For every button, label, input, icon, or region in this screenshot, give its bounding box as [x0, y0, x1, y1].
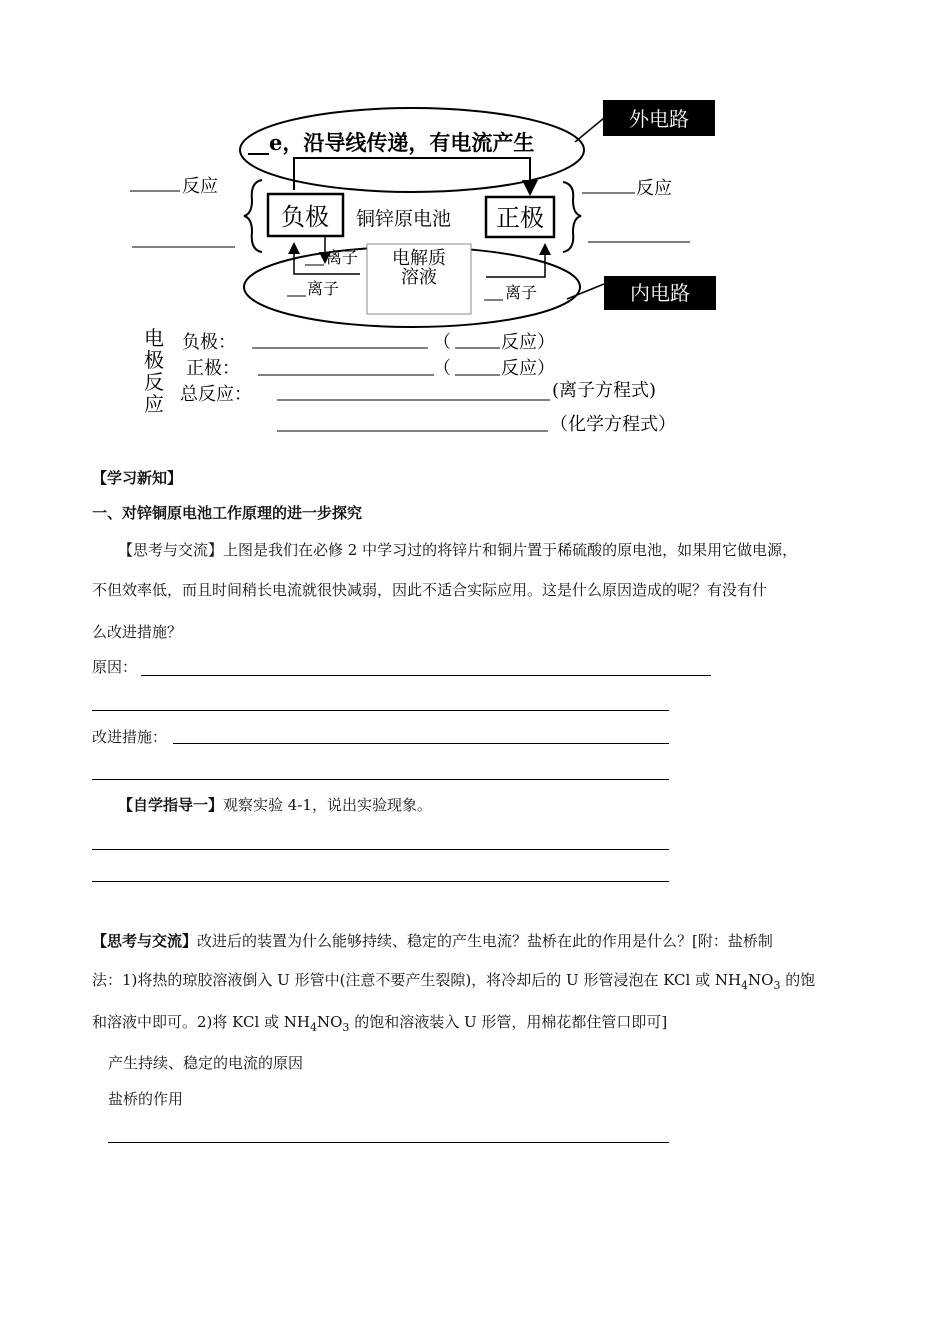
think1-line1: [118, 538, 797, 562]
neg-row-label: 负极：: [182, 332, 236, 353]
external-circuit-label: 外电路: [629, 107, 689, 131]
think2-text-2a: 法：1)将热的琼胶溶液倒入 U 形管中(注意不要产生裂隙)，将冷却后的 U 形管浸泡在 KCl 或 NH: [92, 971, 742, 989]
guide-text: 观察实验 4-1，说出实验现象。: [223, 796, 432, 814]
right-reaction-label: 反应: [636, 178, 672, 199]
negative-electrode-label: 负极: [281, 203, 329, 231]
think2-text-1: 改进后的装置为什么能够持续、稳定的产生电流？盐桥在此的作用是什么？[附：盐桥制: [197, 932, 773, 950]
left-reaction-label: 反应: [182, 176, 218, 197]
think1-text-1: 上图是我们在必修 2 中学习过的将锌片和铜片置于稀硫酸的原电池，如果用它做电源，: [223, 541, 798, 559]
no-text-2: NO: [316, 1013, 343, 1031]
no-text: NO: [748, 971, 774, 989]
electrolyte-line1: 电解质: [392, 248, 446, 269]
ionic-equation-label: (离子方程式): [552, 380, 657, 401]
pos-row-label: 正极：: [186, 358, 240, 379]
think1-line2: 不但效率低，而且时间稍长电流就很快减弱，因此不适合实际应用。这是什么原因造成的呢？有没有什: [92, 581, 768, 599]
internal-circuit-label: 内电路: [630, 281, 690, 305]
no3-subscript: 3: [773, 979, 781, 992]
galvanic-cell-diagram: [0, 0, 950, 450]
right-brace: [563, 182, 581, 252]
pos-row-reaction: 反应）: [501, 358, 555, 379]
chemical-equation-label: （化学方程式）: [550, 414, 676, 435]
salt-bridge-blank[interactable]: [108, 1142, 669, 1143]
vertical-char-4: 应: [144, 392, 164, 416]
left-ion-label-2: 离子: [307, 279, 340, 298]
think2-line2: [92, 968, 815, 998]
think2-tag: 【思考与交流】: [92, 932, 198, 950]
think2-line1: [92, 929, 773, 953]
left-brace: [244, 180, 262, 252]
think2-text-2b: 的饱: [785, 971, 816, 989]
nh4-subscript-2: 4: [309, 1021, 317, 1034]
reason-stable-current: 产生持续、稳定的电流的原因: [108, 1054, 304, 1072]
section-new-knowledge: 【学习新知】: [92, 469, 183, 487]
pos-row-paren: （: [433, 358, 451, 379]
vertical-char-1: 电: [144, 326, 164, 350]
nh4-subscript: 4: [741, 979, 749, 992]
cell-name: 铜锌原电池: [356, 208, 452, 230]
reason-blank-2[interactable]: [92, 710, 669, 711]
guide-tag: 【自学指导一】: [118, 796, 224, 814]
vertical-char-2: 极: [144, 348, 164, 372]
improve-label: 改进措施：: [92, 728, 168, 746]
internal-pointer-line: [567, 284, 604, 299]
positive-electrode-label: 正极: [496, 204, 544, 232]
electrolyte-line2: 溶液: [401, 267, 437, 288]
electron-wire: [294, 158, 530, 190]
neg-row-reaction: 反应）: [501, 332, 555, 353]
right-ion-arrow-up: [486, 249, 545, 277]
reason-label: 原因：: [92, 658, 138, 676]
neg-row-paren: （: [433, 332, 451, 353]
no3-subscript-2: 3: [342, 1021, 350, 1034]
salt-bridge-role: 盐桥的作用: [108, 1090, 184, 1108]
think1-line3: 么改进措施？: [92, 623, 183, 641]
think2-line3: [92, 1010, 667, 1040]
think2-text-3a: 和溶液中即可。2)将 KCl 或 NH: [92, 1013, 310, 1031]
vertical-char-3: 反: [144, 370, 164, 394]
reason-blank-1[interactable]: [141, 675, 711, 676]
improve-blank-1[interactable]: [173, 743, 669, 744]
total-row-label: 总反应：: [180, 384, 252, 405]
left-ion-label-1: 离子: [326, 248, 359, 267]
improve-blank-2[interactable]: [92, 779, 669, 780]
heading-one: 一、对锌铜原电池工作原理的进一步探究: [92, 504, 363, 522]
guide-line: [118, 793, 432, 817]
think1-tag: 【思考与交流】: [118, 541, 224, 559]
guide-blank-1[interactable]: [92, 849, 669, 850]
external-pointer-line: [575, 118, 604, 142]
think2-text-3b: 的饱和溶液装入 U 形管，用棉花都住管口即可]: [354, 1013, 668, 1031]
electron-flow-text: __e，沿导线传递，有电流产生: [248, 130, 535, 155]
right-ion-label: 离子: [505, 283, 538, 302]
guide-blank-2[interactable]: [92, 881, 669, 882]
